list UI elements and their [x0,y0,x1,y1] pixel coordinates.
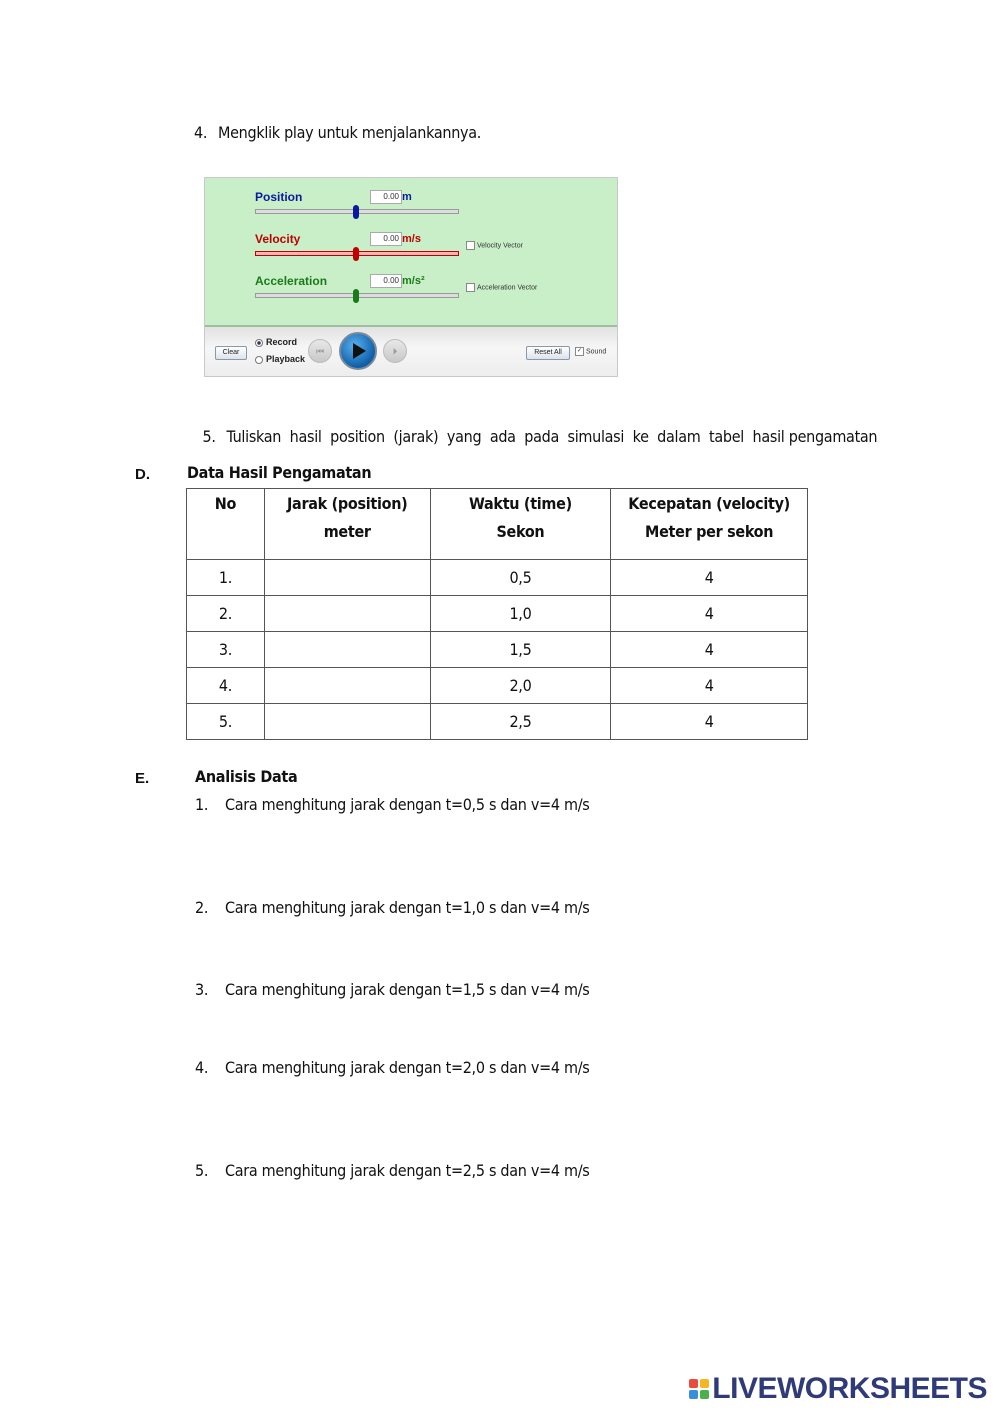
checkmark-icon: ✓ [576,348,583,354]
simulation-panel [204,177,618,377]
cell-no: 2. [187,596,265,632]
header-no: No [187,489,265,560]
cell-kecepatan: 4 [611,668,808,704]
acceleration-label: Acceleration [255,274,328,288]
section-e-title: Analisis Data [195,767,298,786]
record-radio[interactable] [255,337,297,347]
velocity-vector-label: Velocity Vector [477,242,523,250]
cell-jarak-input[interactable] [264,632,430,668]
checkbox-icon [466,283,475,292]
step-forward-icon: ⏵ [392,346,398,356]
position-unit: m [402,191,412,203]
cell-waktu: 1,0 [430,596,611,632]
step-button[interactable] [383,339,407,363]
cell-waktu: 0,5 [430,560,611,596]
analysis-item: 4. Cara menghitung jarak dengan t=2,0 s dan v=4 m/s [195,1058,590,1077]
analysis-item: 1. Cara menghitung jarak dengan t=0,5 s dan v=4 m/s [195,795,590,814]
playback-radio[interactable] [255,354,305,364]
header-jarak: Jarak (position) meter [264,489,430,560]
step-5 [194,408,878,446]
cell-jarak-input[interactable] [264,560,430,596]
table-row [187,560,808,596]
step-4 [194,123,481,142]
sound-label: Sound [586,348,607,356]
table-row [187,596,808,632]
analysis-item: 2. Cara menghitung jarak dengan t=1,0 s dan v=4 m/s [195,898,590,917]
acceleration-unit: m/s² [402,275,425,287]
playback-label: Playback [266,354,306,364]
step-text: Tuliskan hasil position (jarak) yang ada pada simulasi ke dalam tabel hasil pengamatan [226,427,878,446]
rewind-icon: ⏮ [315,346,325,356]
logo-grid-icon [689,1379,709,1399]
record-label: Record [266,337,298,347]
liveworksheets-logo [689,1372,987,1406]
clear-button[interactable]: Clear [215,346,247,360]
velocity-label: Velocity [255,232,301,246]
reset-all-button[interactable]: Reset All [526,346,570,360]
cell-no: 4. [187,668,265,704]
section-e-letter: E. [135,770,150,787]
cell-waktu: 2,0 [430,668,611,704]
cell-waktu: 2,5 [430,704,611,740]
cell-kecepatan: 4 [611,596,808,632]
acceleration-vector-checkbox[interactable] [466,283,537,292]
cell-jarak-input[interactable] [264,704,430,740]
position-value-input[interactable]: 0.00 [370,190,402,204]
radio-selected-icon [255,339,263,347]
sound-checkbox[interactable] [575,347,606,356]
velocity-slider-thumb[interactable] [353,247,359,261]
cell-no: 1. [187,560,265,596]
playback-control-bar [205,325,617,377]
cell-no: 3. [187,632,265,668]
cell-kecepatan: 4 [611,704,808,740]
logo-text: LIVEWORKSHEETS [712,1372,987,1405]
step-number: 4. [194,123,208,142]
table-row [187,668,808,704]
position-slider-thumb[interactable] [353,205,359,219]
step-text: Mengklik play untuk menjalankannya. [218,123,482,142]
table-row [187,632,808,668]
section-d-title: Data Hasil Pengamatan [187,463,372,482]
header-waktu: Waktu (time) Sekon [430,489,611,560]
header-kecepatan: Kecepatan (velocity) Meter per sekon [611,489,808,560]
section-d-letter: D. [135,466,150,483]
cell-kecepatan: 4 [611,560,808,596]
step-number: 5. [202,427,216,446]
radio-icon [255,356,263,364]
velocity-unit: m/s [402,233,421,245]
acceleration-vector-label: Acceleration Vector [477,284,538,292]
position-label: Position [255,190,303,204]
cell-no: 5. [187,704,265,740]
acceleration-value-input[interactable]: 0.00 [370,274,402,288]
cell-kecepatan: 4 [611,632,808,668]
cell-jarak-input[interactable] [264,596,430,632]
acceleration-slider-thumb[interactable] [353,289,359,303]
analysis-item: 3. Cara menghitung jarak dengan t=1,5 s dan v=4 m/s [195,980,590,999]
cell-waktu: 1,5 [430,632,611,668]
analysis-item: 5. Cara menghitung jarak dengan t=2,5 s dan v=4 m/s [195,1161,590,1180]
velocity-value-input[interactable]: 0.00 [370,232,402,246]
table-header-row [187,489,808,560]
velocity-vector-checkbox[interactable] [466,241,523,250]
play-button[interactable] [339,332,377,370]
cell-jarak-input[interactable] [264,668,430,704]
observation-table [186,488,808,740]
rewind-button[interactable] [308,339,332,363]
checkbox-icon [466,241,475,250]
play-icon [341,334,375,368]
table-row [187,704,808,740]
